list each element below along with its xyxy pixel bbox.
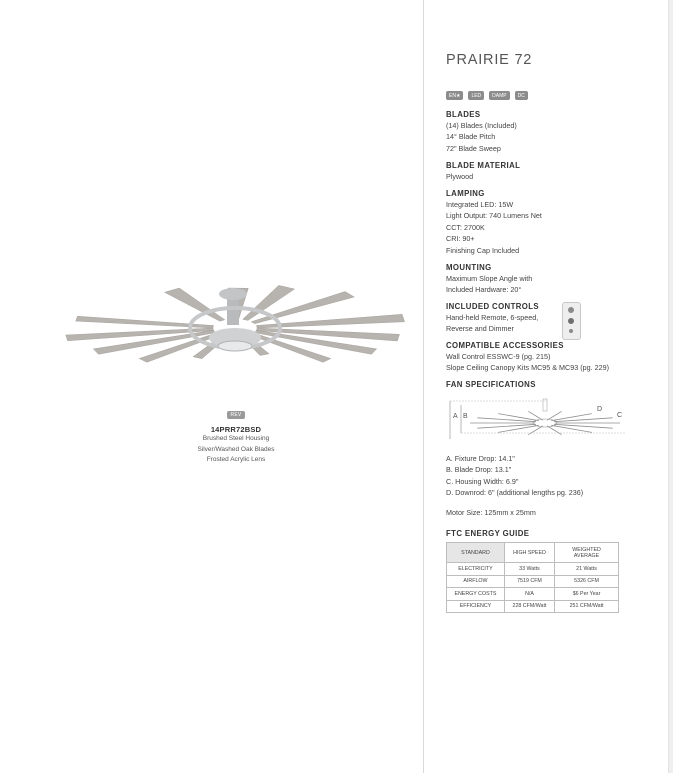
page-edge — [668, 0, 673, 773]
spec-line: Included Hardware: 20° — [446, 285, 522, 295]
product-title: PRAIRIE 72 — [446, 52, 533, 68]
dimension-list — [446, 453, 583, 499]
table-cell: 228 CFM/Watt — [504, 600, 554, 613]
table-cell: $6 Per Year — [555, 588, 619, 601]
feature-badges — [446, 91, 528, 100]
table-row — [447, 588, 619, 601]
fan-blade — [165, 288, 225, 321]
spec-line: Integrated LED: 15W — [446, 200, 514, 209]
table-row — [447, 600, 619, 613]
blade-material-section — [446, 161, 661, 182]
table-header-row — [447, 543, 619, 563]
table-cell: 33 Watts — [504, 563, 554, 576]
energy-star-badge: EN★ — [446, 91, 463, 100]
remote-button-icon — [568, 318, 574, 324]
lamping-section — [446, 189, 661, 256]
dimension-item: D. Downrod: 6" (additional lengths pg. 236) — [446, 488, 584, 498]
mounting-section — [446, 263, 661, 296]
product-sku: 14PRR72BSD — [210, 425, 262, 434]
table-cell: N/A — [504, 588, 554, 601]
dimension-item: A. Fixture Drop: 14.1" — [446, 454, 515, 463]
spec-line: 14° Blade Pitch — [446, 132, 496, 142]
section-heading: MOUNTING — [446, 263, 492, 272]
spec-line: Light Output: 740 Lumens Net — [446, 211, 542, 221]
header-high-speed: HIGH SPEED — [504, 543, 554, 563]
product-caption — [150, 403, 322, 466]
fan-product-image — [60, 250, 410, 390]
section-heading: LAMPING — [446, 189, 485, 198]
accessories-section — [446, 341, 661, 374]
section-heading: FAN SPECIFICATIONS — [446, 380, 536, 389]
table-row — [447, 563, 619, 576]
table-cell: 251 CFM/Watt — [555, 600, 619, 613]
diagram-blade-line — [528, 411, 543, 420]
spec-line: CRI: 90+ — [446, 234, 475, 244]
section-heading: INCLUDED CONTROLS — [446, 302, 539, 311]
header-standard: STANDARD — [447, 543, 505, 563]
spec-line: (14) Blades (Included) — [446, 121, 517, 130]
table-cell: EFFICIENCY — [447, 600, 505, 613]
spec-line: Finishing Cap Included — [446, 245, 520, 255]
dim-label-c: C — [617, 412, 623, 419]
dim-label-a: A — [453, 413, 458, 420]
led-badge: LED — [468, 91, 484, 100]
diagram-blade-line — [528, 426, 543, 435]
remote-button-icon — [568, 307, 574, 313]
spec-line: Plywood — [446, 172, 474, 181]
remote-control-icon — [562, 302, 581, 340]
column-divider — [423, 0, 424, 773]
diagram-blade-line — [547, 411, 562, 420]
spec-line: CCT: 2700K — [446, 222, 485, 232]
finish-badge: REV — [227, 411, 246, 419]
ftc-energy-table — [446, 542, 619, 613]
blades-section — [446, 110, 661, 154]
spec-line: Hand-held Remote, 6-speed, — [446, 313, 539, 322]
dimension-item: C. Housing Width: 6.9" — [446, 476, 519, 486]
header-weighted-average: WEIGHTED AVERAGE — [555, 543, 619, 563]
table-row — [447, 575, 619, 588]
section-heading: COMPATIBLE ACCESSORIES — [446, 341, 564, 350]
fan-dimension-diagram — [447, 397, 627, 443]
dim-label-b: B — [463, 413, 468, 420]
fan-specs-section — [446, 380, 661, 390]
section-heading: BLADE MATERIAL — [446, 161, 521, 170]
table-cell: ENERGY COSTS — [447, 588, 505, 601]
finish-line: Frosted Acrylic Lens — [206, 456, 266, 463]
motor-size: Motor Size: 125mm x 25mm — [446, 508, 536, 517]
table-cell: AIRFLOW — [447, 575, 505, 588]
spec-line: Maximum Slope Angle with — [446, 274, 533, 283]
section-heading: BLADES — [446, 110, 481, 119]
dc-badge: DC — [515, 91, 528, 100]
table-cell: 5326 CFM — [555, 575, 619, 588]
ftc-title: FTC ENERGY GUIDE — [446, 529, 530, 538]
spec-line: 72" Blade Sweep — [446, 143, 501, 153]
dimension-item: B. Blade Drop: 13.1" — [446, 465, 512, 475]
table-cell: 21 Watts — [555, 563, 619, 576]
remote-button-icon — [569, 329, 573, 333]
dim-label-d: D — [597, 406, 603, 413]
controls-section — [446, 302, 661, 335]
damp-badge: DAMP — [489, 91, 509, 100]
finish-line: Silver/Washed Oak Blades — [197, 445, 275, 453]
diagram-blade-line — [547, 426, 562, 435]
table-cell: 7519 CFM — [504, 575, 554, 588]
spec-line: Slope Ceiling Canopy Kits MC95 & MC93 (pg. 229) — [446, 363, 609, 373]
spec-line: Wall Control ESSWC-9 (pg. 215) — [446, 352, 551, 361]
diagram-fan-outline — [470, 411, 623, 434]
finish-line: Brushed Steel Housing — [202, 435, 270, 442]
spec-line: Reverse and Dimmer — [446, 324, 514, 334]
table-cell: ELECTRICITY — [447, 563, 505, 576]
